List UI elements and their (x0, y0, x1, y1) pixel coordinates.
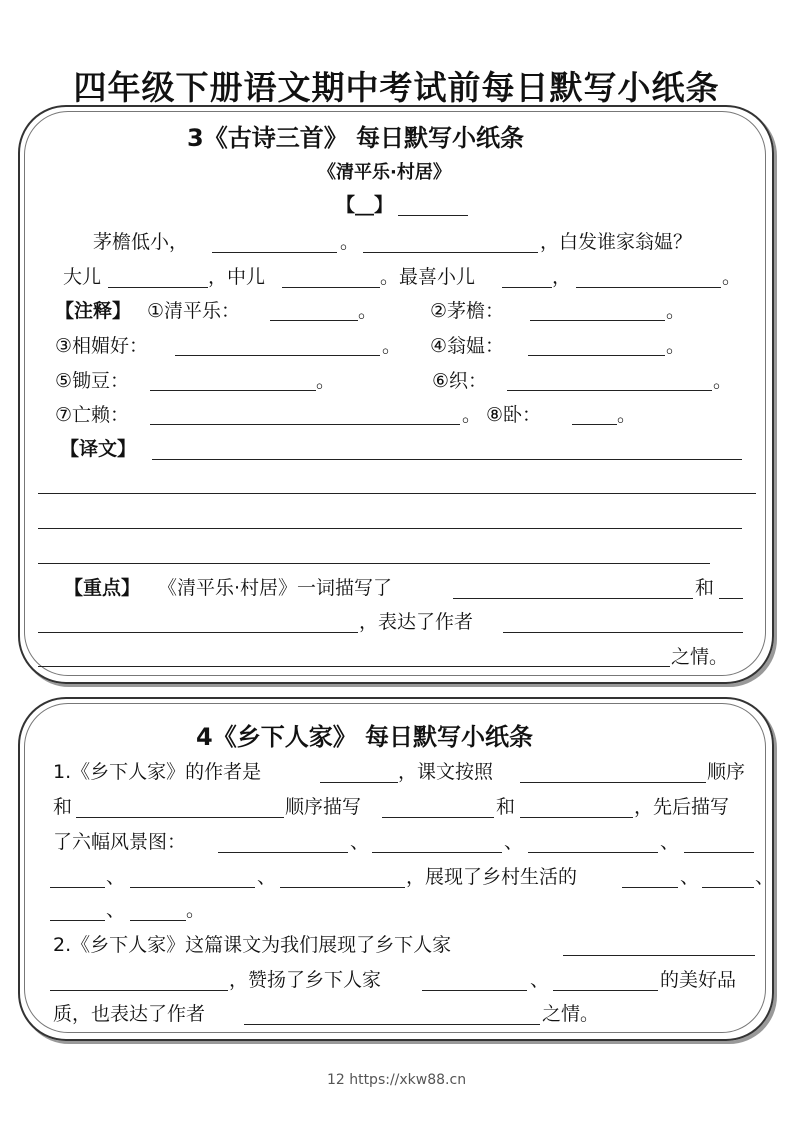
q1-comma-7: 、 (755, 866, 775, 888)
note-4: ④翁媪： (430, 335, 505, 357)
q1-scene-4b[interactable] (50, 887, 105, 888)
translation-line-1[interactable] (152, 459, 742, 460)
section-3-title: 3《古诗三首》 每日默写小纸条 (187, 124, 525, 152)
key-blank-5[interactable] (38, 666, 670, 667)
q1-scene-3[interactable] (528, 852, 658, 853)
q1-blank-order1[interactable] (520, 782, 706, 783)
poem-blank-2[interactable] (363, 252, 538, 253)
key-blank-3[interactable] (38, 632, 358, 633)
q1-life-1[interactable] (622, 887, 678, 888)
note-2-period: 。 (666, 300, 686, 322)
q1-life-2[interactable] (702, 887, 754, 888)
q2-blank-3[interactable] (422, 990, 527, 991)
q1-scene-5[interactable] (130, 887, 255, 888)
q1-b: ，课文按照 (398, 761, 494, 783)
note-3-blank[interactable] (175, 355, 380, 356)
translation-label: 【译文】 (60, 438, 137, 460)
note-2: ②茅檐： (430, 300, 505, 322)
note-6-period: 。 (713, 370, 733, 392)
q1-scene-2[interactable] (372, 852, 502, 853)
key-blank-4[interactable] (503, 632, 743, 633)
note-4-blank[interactable] (528, 355, 665, 356)
q1-life-4[interactable] (130, 920, 186, 921)
q1-life-3[interactable] (50, 920, 105, 921)
q1-a: 1.《乡下人家》的作者是 (53, 761, 262, 783)
note-8-blank[interactable] (572, 424, 617, 425)
poem-blank-1[interactable] (212, 252, 337, 253)
note-8-period: 。 (617, 404, 637, 426)
q1-h: 了六幅风景图： (53, 831, 187, 853)
key-text2: ，表达了作者 (359, 611, 474, 633)
q1-blank-order2[interactable] (76, 817, 284, 818)
translation-line-4[interactable] (38, 563, 710, 564)
poem-line2-b: ，中儿 (208, 266, 266, 288)
note-3-period: 。 (382, 335, 402, 357)
section-4-title: 4《乡下人家》 每日默写小纸条 (196, 723, 534, 751)
q1-blank-3[interactable] (382, 817, 494, 818)
translation-line-3[interactable] (38, 528, 742, 529)
q1-scene-6[interactable] (280, 887, 405, 888)
q2-blank-2[interactable] (50, 990, 228, 991)
q1-comma-3: 、 (660, 831, 680, 853)
q1-comma-6: 、 (680, 866, 700, 888)
poem-line2-e: 。 (722, 266, 742, 288)
poem-line1-start: 茅檐低小， (93, 231, 189, 253)
q2-e: 之情。 (542, 1003, 600, 1025)
note-7: ⑦亡赖： (55, 404, 130, 426)
poem-blank-6[interactable] (576, 287, 721, 288)
translation-line-2[interactable] (38, 493, 756, 494)
key-end: 之情。 (671, 646, 729, 668)
q2-b: ，赞扬了乡下人家 (229, 969, 382, 991)
q1-g: ，先后描写 (634, 796, 730, 818)
q1-comma-8: 、 (106, 899, 126, 921)
q1-e: 顺序描写 (285, 796, 362, 818)
q1-comma-5: 、 (257, 866, 277, 888)
key-blank-2[interactable] (719, 598, 743, 599)
key-label: 【重点】 (64, 577, 141, 599)
poem-line1-end: ，白发谁家翁媪？ (540, 231, 693, 253)
author-blank[interactable] (398, 215, 468, 216)
q1-scene-1[interactable] (218, 852, 348, 853)
q1-comma-1: 、 (350, 831, 370, 853)
q1-c: 顺序 (707, 761, 746, 783)
note-5-blank[interactable] (150, 390, 316, 391)
note-1: ①清平乐： (147, 300, 241, 322)
q1-comma-2: 、 (504, 831, 524, 853)
poem-blank-4[interactable] (282, 287, 380, 288)
author-bracket: 【__】 (336, 194, 394, 216)
note-4-period: 。 (666, 335, 686, 357)
q1-f: 和 (496, 796, 516, 818)
q2-blank-1[interactable] (563, 955, 755, 956)
key-blank-1[interactable] (453, 598, 693, 599)
notes-label: 【注释】 (55, 300, 132, 322)
poem-line1-mid: 。 (340, 231, 360, 253)
poem-line2-c: 。最喜小儿 (380, 266, 476, 288)
note-8: ⑧卧： (486, 404, 542, 426)
section-4-card-inner (24, 703, 766, 1033)
q2-c: 的美好品 (660, 969, 737, 991)
key-text: 《清平乐·村居》一词描写了 (158, 577, 393, 599)
q1-comma-4: 、 (106, 866, 126, 888)
page-footer: 12 https://xkw88.cn (326, 1072, 467, 1088)
q2-comma: 、 (530, 969, 550, 991)
poem-title: 《清平乐·村居》 (318, 162, 451, 183)
note-2-blank[interactable] (530, 320, 665, 321)
note-6: ⑥织： (432, 370, 488, 392)
q1-d: 和 (53, 796, 73, 818)
key-and: 和 (695, 577, 715, 599)
q1-blank-author[interactable] (320, 782, 398, 783)
q2-d: 质，也表达了作者 (53, 1003, 206, 1025)
poem-line2-d: ， (552, 266, 572, 288)
note-5: ⑤锄豆： (55, 370, 130, 392)
poem-blank-3[interactable] (108, 287, 208, 288)
q2-blank-4[interactable] (553, 990, 658, 991)
q1-scene-4a[interactable] (684, 852, 754, 853)
q1-i: ，展现了乡村生活的 (406, 866, 578, 888)
note-1-period: 。 (358, 300, 378, 322)
q1-end: 。 (186, 899, 206, 921)
note-3: ③相媚好： (55, 335, 149, 357)
q2-blank-5[interactable] (244, 1024, 540, 1025)
poem-blank-5[interactable] (502, 287, 552, 288)
note-7-blank[interactable] (150, 424, 460, 425)
note-7-period: 。 (462, 404, 482, 426)
page-title: 四年级下册语文期中考试前每日默写小纸条 (73, 68, 720, 107)
q2-a: 2.《乡下人家》这篇课文为我们展现了乡下人家 (53, 934, 452, 956)
poem-line2-a: 大儿 (63, 266, 102, 288)
note-5-period: 。 (316, 370, 336, 392)
note-1-blank[interactable] (270, 320, 358, 321)
q1-blank-4[interactable] (520, 817, 633, 818)
note-6-blank[interactable] (507, 390, 712, 391)
